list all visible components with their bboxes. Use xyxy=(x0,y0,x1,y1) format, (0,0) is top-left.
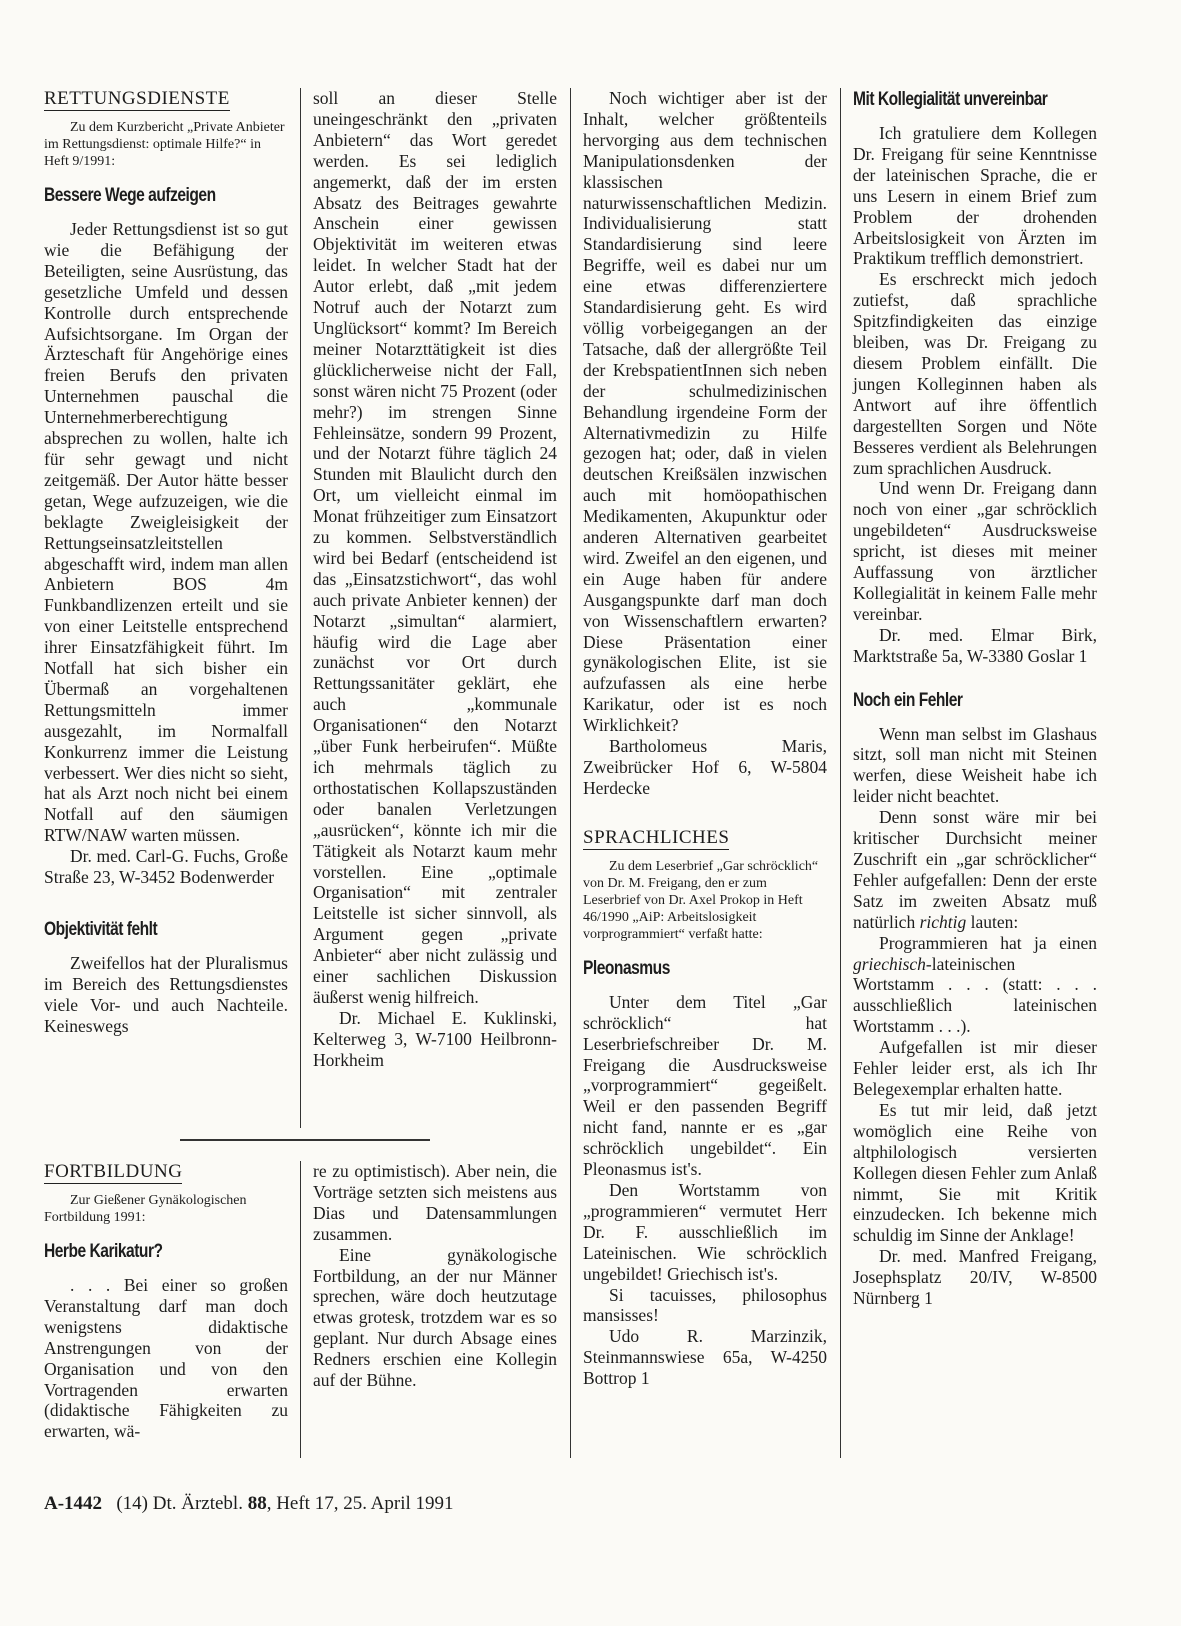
column-2 xyxy=(313,88,557,1071)
letter-paragraph: Und wenn Dr. Freigang dann noch von einer „gar schröcklich ungebildeten“ Ausdrucksweise spricht, ist dieses mit meiner Auffassung von ärztlicher Kollegialität in keinem Falle mehr vereinbar. xyxy=(853,478,1097,624)
page-footer xyxy=(44,1493,454,1515)
letter-paragraph: soll an dieser Stelle uneingeschränkt den „privaten Anbietern“ das Wort geredet werden. Es sei lediglich angemerkt, daß der im ersten Absatz des Beitrages gewahrte Anschein einer gewissen Objektivität im weiteren etwas leidet. In welcher Stadt hat der Autor erlebt, daß „mit jedem Notruf auch der Notarzt zum Unglücksort“ kommt? Im Bereich meiner Notarzttätigkeit ist dies glücklicherweise nicht der Fall, sonst wären nicht 75 Prozent (oder mehr?) im strengen Sinne Fehleinsätze, sondern 99 Prozent, und der Notarzt führe täglich 24 Stunden mit Blaulicht durch den Ort, um vielleicht einmal im Monat frühzeitiger zum Einsatzort zu kommen. Selbstverständlich wird bei Bedarf (entscheidend ist das „Einsatzstichwort“, das wohl auch private Anbieter kennen) der Notarzt „simultan“ alarmiert, häufig wird die Lage aber zunächst vor Ort durch Rettungssanitäter geklärt, ehe auch „kommunale Organisationen“ den Notarzt „über Funk herbeirufen“. Müßte ich mehrmals täglich zu orthostatischen Kollapszuständen oder banalen Verletzungen „ausrücken“, könnte ich mir die Tätigkeit als Notarzt kaum mehr vorstellen. Eine „optimale Organisation“ mit zentraler Leitstelle ist sicher sinnvoll, als Argument gegen „private Anbieter“ aber nicht zulässig und einer sachlichen Diskussion äußerst wenig hilfreich. xyxy=(313,88,557,1007)
headline-kollegialitaet: Mit Kollegialität unvereinbar xyxy=(853,89,1048,110)
letter-paragraph: Si tacuisses, philosophus mansisses! xyxy=(583,1284,827,1326)
letter-paragraph: Es tut mir leid, daß jetzt womöglich eine Reihe von altphilologisch versierten Kollegen diesen Fehler zum Anlaß nimmt, Sie mit Kritik einzudecken. Ich bekenne mich schuldig im Sinne der Anklage! xyxy=(853,1099,1097,1246)
page-number: A-1442 xyxy=(44,1493,103,1514)
paragraph-text: -lateinischen Wortstamm . . . (statt: . . . ausschließlich lateinischen Wortstamm . . .). xyxy=(853,953,1097,1037)
headline-pleonasmus: Pleonasmus xyxy=(583,957,670,979)
letter-paragraph: Jeder Rettungsdienst ist so gut wie die Befähigung der Beteiligten, seine Ausrüstung, das gesetzliche Umfeld und dessen Kontrolle durch entsprechende Aufsichtsorgane. Im Organ der Ärzteschaft für Angehörige eines freien Berufs den privaten Unternehmen pauschal die Unternehmerberechtigung absprechen zu wollen, halte ich für sehr gewagt und nicht zeitgemäß. Der Autor hätte besser getan, Wege aufzuzeigen, wie die beklagte Zweigleisigkeit der Rettungseinsatzleitstellen abgeschafft wird, indem man allen Anbietern BOS 4m Funkbandlizenzen erteilt und sie von einer Leitstelle entsprechend ihrer Einsatzfähigkeit führt. Im Notfall hat sich bisher ein Übermaß an vorgehaltenen Rettungsmitteln immer ausgezahlt, im Normalfall Konkurrenz immer die Leistung verbessert. Wer dies nicht so sieht, hat als Arzt noch nicht bei einem Notfall auf den säumigen RTW/NAW warten müssen. xyxy=(44,219,288,846)
letter-paragraph: Eine gynäkologische Fortbildung, an der nur Männer sprechen, wäre doch heutzutage etwas grotesk, trotzdem war es so geplant. Nur durch Absage eines Redners erschien eine Kollegin auf der Bühne. xyxy=(313,1244,557,1391)
letter-paragraph: Wenn man selbst im Glashaus sitzt, soll man nicht mit Steinen werfen, diese Weisheit habe ich leider nicht beachtet. xyxy=(853,723,1097,807)
letter-paragraph: Ich gratuliere dem Kollegen Dr. Freigang für seine Kenntnisse der lateinischen Sprache, die er uns Lesern in einem Brief zum Problem der drohenden Arbeitslosigkeit von Ärzten im Praktikum trefflich demonstriert. xyxy=(853,123,1097,269)
letter-signature: Bartholomeus Maris, Zweibrücker Hof 6, W-5804 Herdecke xyxy=(583,736,827,798)
letter-signature: Dr. med. Manfred Freigang, Josephsplatz 20/IV, W-8500 Nürnberg 1 xyxy=(853,1246,1097,1309)
column-4 xyxy=(853,88,1097,1309)
column-rule xyxy=(300,88,301,1128)
lower-column-2 xyxy=(313,1161,557,1391)
letter-paragraph: . . . Bei einer so großen Veranstaltung darf man doch wenigstens didaktische Anstrengungen von der Organisation und von den Vortragenden erwarten (didaktische Fähigkeiten zu erwarten, wä- xyxy=(44,1275,288,1442)
section-label-fortbildung: FORTBILDUNG xyxy=(44,1161,183,1182)
journal-citation: (14) Dt. Ärztebl. xyxy=(116,1493,243,1514)
column-rule xyxy=(840,88,841,1458)
letter-paragraph: Zweifellos hat der Pluralismus im Bereich des Rettungsdienstes viele Vor- und auch Nachteile. Keineswegs xyxy=(44,953,288,1036)
letter-signature: Dr. med. Elmar Birk, Marktstraße 5a, W-3380 Goslar 1 xyxy=(853,624,1097,666)
emphasis-text: griechisch xyxy=(853,953,926,974)
headline-noch-ein-fehler: Noch ein Fehler xyxy=(853,689,963,711)
headline-herbe-karikatur: Herbe Karikatur? xyxy=(44,1241,163,1262)
section-label-rettungsdienste: RETTUNGSDIENSTE xyxy=(44,88,230,109)
letter-paragraph xyxy=(853,807,1097,932)
letter-paragraph xyxy=(853,933,1097,1038)
letter-paragraph: re zu optimistisch). Aber nein, die Vorträge setzten sich meistens aus Dias und Datensammlungen zusammen. xyxy=(313,1161,557,1244)
reference-note: Zu dem Kurzbericht „Private Anbieter im Rettungsdienst: optimale Hilfe?“ in Heft 9/1991: xyxy=(44,120,285,169)
journal-volume: 88 xyxy=(247,1493,267,1514)
paragraph-text: Programmieren hat ja einen xyxy=(879,932,1097,953)
letter-paragraph: Aufgefallen ist mir dieser Fehler leider erst, als ich Ihr Belegexemplar erhalten hatte. xyxy=(853,1037,1097,1099)
letter-paragraph: Es erschreckt mich jedoch zutiefst, daß sprachliche Spitzfindigkeiten das einzige bleiben, was Dr. Freigang zu diesem Problem einfällt. Die jungen Kolleginnen haben als Antwort auf ihre öffentlich dargestellten Sorgen und Nöte Besseres verdient als Belehrungen zum sprachlichen Ausdruck. xyxy=(853,269,1097,478)
headline-bessere-wege: Bessere Wege aufzeigen xyxy=(44,185,216,206)
paragraph-text: Denn sonst wäre mir bei kritischer Durchsicht meiner Zuschrift ein „gar schröcklicher“ Fehler aufgefallen: Denn der erste Satz im zweiten Absatz muß natürlich xyxy=(853,807,1097,932)
column-3 xyxy=(583,88,827,1389)
section-divider xyxy=(180,1139,430,1141)
letter-paragraph: Noch wichtiger aber ist der Inhalt, welcher größtenteils hervorging aus dem technischen Manipulationsdenken der klassischen naturwissenschaftlichen Medizin. Individualisierung statt Standardisierung sind leere Begriffe, weil es dabei nur um eine etwas differenziertere Standardisierung geht. Es wird völlig vorbeigegangen an der Tatsache, daß der allergrößte Teil der KrebspatientInnen sich neben der schulmedizinischen Behandlung irgendeine Form der Alternativmedizin zu Hilfe gezogen hat; oder, daß in vielen deutschen Kreißsälen inzwischen auch mit homöopathischen Medikamenten, Akupunktur oder anderen Alternativen gearbeitet wird. Zweifel an den eigenen, und ein Auge haben für andere Ausgangspunkte darf man doch von Wissenschaftlern erwarten? Diese Präsentation einer gynäkologischen Elite, ist sie aufzufassen als eine herbe Karikatur, oder ist es noch Wirklichkeit? xyxy=(583,88,827,736)
letter-signature: Udo R. Marzinzik, Steinmannswiese 65a, W-4250 Bottrop 1 xyxy=(583,1326,827,1389)
column-1 xyxy=(44,88,288,1037)
journal-issue-date: , Heft 17, 25. April 1991 xyxy=(266,1493,454,1514)
paragraph-text: lauten: xyxy=(970,911,1019,932)
letter-signature: Dr. med. Carl-G. Fuchs, Große Straße 23, W-3452 Bodenwerder xyxy=(44,846,288,888)
section-label-sprachliches: SPRACHLICHES xyxy=(583,826,730,848)
letter-paragraph: Unter dem Titel „Gar schröcklich“ hat Leserbriefschreiber Dr. M. Freigang die Ausdrucksweise „vorprogrammiert“ gegeißelt. Weil er den passenden Begriff nicht fand, nannte er es „gar schröcklich ungebildet“. Ein Pleonasmus ist's. xyxy=(583,991,827,1180)
column-rule xyxy=(300,1161,301,1458)
column-rule xyxy=(570,88,571,1458)
reference-note: Zu dem Leserbrief „Gar schröcklich“ von Dr. M. Freigang, den er zum Leserbrief von Dr. Axel Prokop in Heft 46/1990 „AiP: Arbeitslosigkeit vorprogrammiert“ verfaßt hatte: xyxy=(583,858,819,942)
letter-signature: Dr. Michael E. Kuklinski, Kelterweg 3, W-7100 Heilbronn-Horkheim xyxy=(313,1007,557,1070)
lower-column-1 xyxy=(44,1161,288,1442)
letter-paragraph: Den Wortstamm von „programmieren“ vermutet Herr Dr. F. ausschließlich im Lateinischen. Wie schröcklich ungebildet! Griechisch ist's. xyxy=(583,1179,827,1284)
reference-note: Zur Gießener Gynäkologischen Fortbildung 1991: xyxy=(44,1193,247,1225)
emphasis-text: richtig xyxy=(919,911,967,932)
headline-objektivitaet-fehlt: Objektivität fehlt xyxy=(44,919,158,940)
